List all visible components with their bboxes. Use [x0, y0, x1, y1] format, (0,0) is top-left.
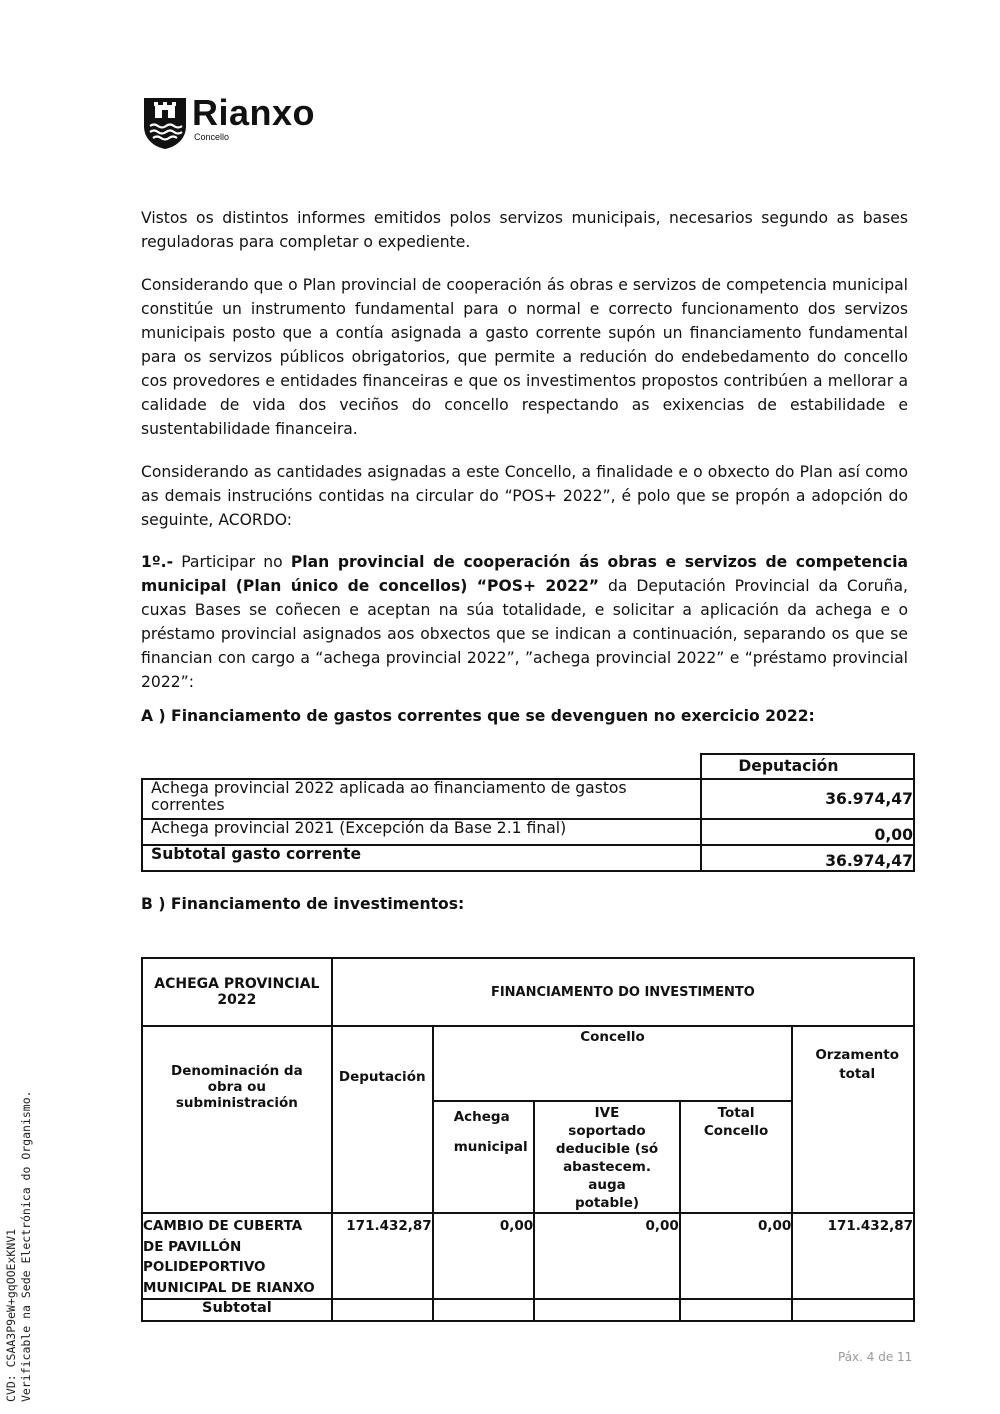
header-total-concello: Total Concello — [680, 1101, 792, 1213]
value-total-concello: 0,00 — [680, 1213, 792, 1299]
table-gastos-correntes — [141, 753, 915, 872]
value-ive: 0,00 — [534, 1213, 680, 1299]
header-achega-provincial: ACHEGA PROVINCIAL 2022 — [142, 958, 332, 1026]
point-text-1: Participar no — [173, 553, 291, 571]
table-row — [142, 819, 914, 845]
row-label: Achega provincial 2022 aplicada ao financiamento de gastos correntes — [142, 779, 701, 819]
row-value: 0,00 — [701, 819, 914, 845]
paragraph-vistos: Vistos os distintos informes emitidos polos servizos municipais, necesarios segundo as bases reguladoras para completar o expediente. — [141, 209, 908, 251]
subtotal-label: Subtotal — [142, 1299, 332, 1321]
obra-name: CAMBIO DE CUBERTA DE PAVILLÓN POLIDEPORTIVO MUNICIPAL DE RIANXO — [142, 1213, 332, 1299]
verification-note: Verificable na Sede Electrónica do Organismo. — [19, 1090, 33, 1402]
header-ive: IVE soportado deducible (só abastecem. auga potable) — [534, 1101, 680, 1213]
row-label: Subtotal gasto corrente — [142, 845, 701, 871]
value-achega-municipal: 0,00 — [433, 1213, 535, 1299]
header-orzamento-total: Orzamento total — [792, 1026, 914, 1101]
value-deputacion: 171.432,87 — [332, 1213, 433, 1299]
table-row-subtotal — [142, 845, 914, 871]
header-concello: Concello — [433, 1026, 793, 1101]
header-financiamento: FINANCIAMENTO DO INVESTIMENTO — [332, 958, 914, 1026]
concello-logo — [142, 92, 352, 152]
verification-sidebar — [4, 1090, 34, 1402]
page-number: Páx. 4 de 11 — [838, 1350, 913, 1364]
header-deputacion: Deputación — [332, 1026, 433, 1213]
point-text-2: da Deputación Provincial da Coruña, cuxas Bases se coñecen e aceptan na súa totalidade, e solicitar a aplicación da achega e o préstamo provincial asignados aos obxectos que se indican a continuación, separando os que se financian con cargo a “achega provincial 2022”, ”achega provincial 2022” e “préstamo provincial 2022”: — [141, 577, 909, 691]
table-row-subtotal — [142, 1299, 914, 1321]
value-orzamento: 171.432,87 — [792, 1213, 914, 1299]
point-number: 1º.- — [141, 553, 174, 571]
paragraph-considerando-plan: Considerando que o Plan provincial de cooperación ás obras e servizos de competencia municipal constitúe un instrumento fundamental para o normal e correcto funcionamento dos servizos municipais posto que a contía asignada a gasto corrente supón un financiamento fundamental para os servizos públicos obrigatorios, que permite a redución do endebedamento do concello cos provedores e entidades financeiras e que os investimentos propostos contribúen a mellorar a calidade de vida dos veciños do concello respectando as exixencias de estabilidade e sustentabilidade financeira. — [141, 276, 908, 438]
paragraph-considerando-cantidades: Considerando as cantidades asignadas a este Concello, a finalidade e o obxecto do Plan así como as demais instrucións contidas na circular do “POS+ 2022”, é polo que se propón a adopción do seguinte, ACORDO: — [141, 463, 908, 529]
section-b-title: B ) Financiamento de investimentos: — [141, 895, 465, 913]
paragraph-point-1 — [141, 550, 908, 694]
row-value: 36.974,47 — [701, 845, 914, 871]
section-a-title: A ) Financiamento de gastos correntes que se devenguen no exercicio 2022: — [141, 707, 815, 725]
logo-wordmark: Rianxo — [192, 92, 316, 133]
rianxo-shield-icon — [142, 96, 188, 150]
col-header-deputacion: Deputación — [701, 754, 914, 779]
table-row — [142, 1213, 914, 1299]
table-row — [142, 779, 914, 819]
cvd-code: CVD: CSAA3P9eW+gqOOExKNV1 — [4, 1228, 18, 1402]
point-bold-plan: Plan provincial de cooperación ás obras e servizos de competencia municipal (Plan único de concellos) “POS+ 2022” — [141, 553, 908, 595]
header-achega-municipal: Achega municipal — [433, 1101, 535, 1213]
row-label: Achega provincial 2021 (Excepción da Base 2.1 final) — [142, 819, 701, 845]
row-value: 36.974,47 — [701, 779, 914, 819]
logo-subtitle: Concello — [194, 132, 230, 142]
table-investimentos — [141, 957, 915, 1322]
header-denominacion: Denominación da obra ou subministración — [142, 1026, 332, 1213]
